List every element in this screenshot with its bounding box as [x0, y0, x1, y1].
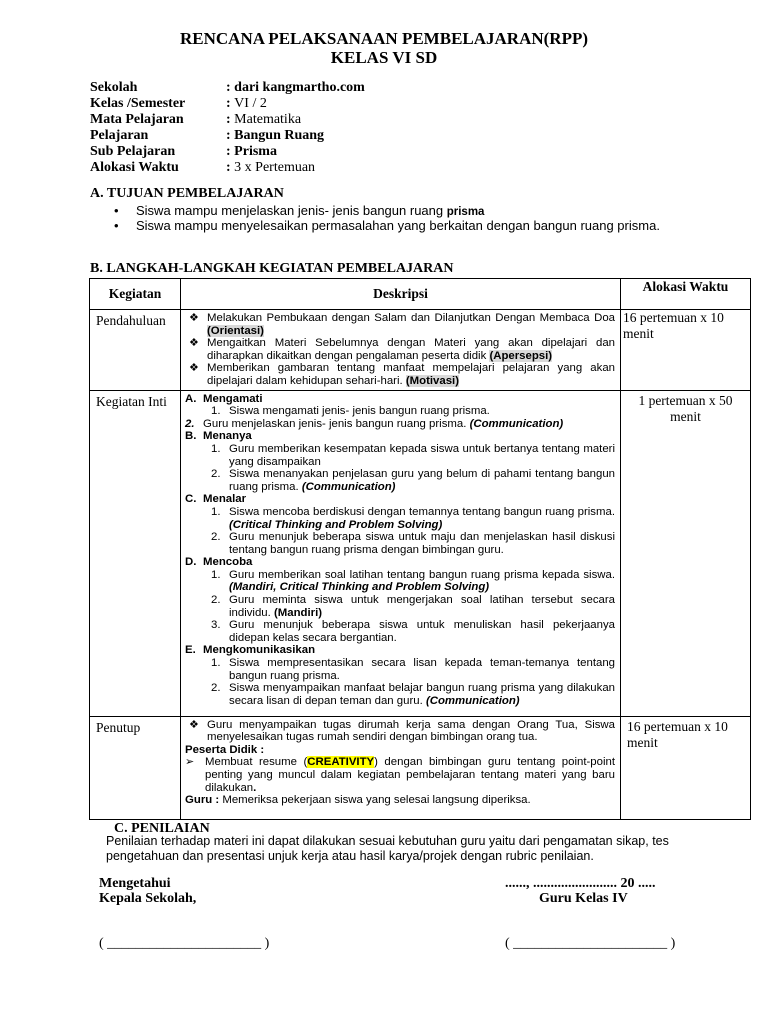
- kegiatan-pendahuluan: Pendahuluan: [90, 310, 181, 391]
- step-mencoba: Mencoba: [203, 556, 253, 569]
- info-row-alokasi: Alokasi Waktu : 3 x Pertemuan: [90, 160, 316, 175]
- signature-kepala-sekolah: Kepala Sekolah,: [99, 891, 197, 906]
- step-mengamati: Mengamati: [203, 392, 263, 405]
- info-row-sub-pelajaran: Sub Pelajaran : Prisma: [90, 144, 277, 159]
- objective-item: • Siswa mampu menyelesaikan permasalahan yang berkaitan dengan bangun ruang prisma.: [114, 218, 660, 233]
- signature-mengetahui: Mengetahui: [99, 876, 171, 891]
- kegiatan-inti: Kegiatan Inti: [90, 390, 181, 716]
- info-row-pelajaran: Pelajaran : Bangun Ruang: [90, 128, 325, 143]
- document-subtitle: KELAS VI SD: [330, 48, 438, 67]
- diamond-bullet-icon: ❖: [189, 312, 199, 324]
- bullet-icon: •: [114, 203, 119, 218]
- deskripsi-pendahuluan: ❖ Melakukan Pembukaan dengan Salam dan Dilanjutkan Dengan Membaca Doa (Orientasi) ❖ Mengaitkan Materi Sebelumnya dengan Materi yang akan dipelajari dan diharapkan dikaitkan dengan pengalaman peserta didik (Apersepsi) ❖ Memberikan gambaran tentang manfaat mempelajari pelajaran yang akan dipelajari dalam kehidupan sehari-hari. (Motivasi): [181, 310, 621, 391]
- diamond-bullet-icon: ❖: [189, 718, 199, 731]
- header-deskripsi: Deskripsi: [181, 279, 621, 310]
- signature-blank-left: ( ______________________ ): [99, 936, 270, 951]
- document-title: RENCANA PELAKSANAAN PEMBELAJARAN(RPP): [180, 29, 588, 48]
- deskripsi-penutup: ❖ Guru menyampaikan tugas dirumah kerja sama dengan Orang Tua, Siswa menyelesaikan tugas rumah sendiri dengan bimbingan orang tua. Peserta Didik : ➢ Membuat resume (CREATIVITY) dengan bimbingan guru tentang point-point penting yang muncul dalam kegiatan pembelajaran tentang materi yang baru dilakukan. Guru : Memeriksa pekerjaan siswa yang selesai langsung diperiksa.: [181, 716, 621, 819]
- kegiatan-penutup: Penutup: [90, 716, 181, 819]
- table-header-row: [90, 279, 751, 310]
- header-alokasi: Alokasi Waktu: [621, 279, 751, 310]
- deskripsi-inti: A. Mengamati 1. Siswa mengamati jenis- jenis bangun ruang prisma. 2. Guru menjelaskan jenis- jenis bangun ruang prisma. (Communication) B. Menanya 1. Guru memberikan kesempatan kepada siswa untuk bertanya tentang materi yang disampaikan 2. Siswa menanyakan penjelasan guru yang belum di pahami tentang bangun ruang prisma. (Communication) C. Menalar 1. Siswa mencoba berdiskusi dengan temannya tentang bangun ruang prisma. (Critical Thinking and Problem Solving) 2. Guru menunjuk beberapa siswa untuk maju dan menjelaskan hasil diskusi tentang bangun ruang prisma dengan bimbingan guru. D. Mencoba 1. Guru memberikan soal latihan tentang bangun ruang prisma kepada siswa. (Mandiri, Critical Thinking and Problem Solving) 2. Guru meminta siswa untuk mengerjakan soal latihan tersebut secara individu. (Mandiri) 3. Guru menunjuk beberapa siswa untuk menuliskan hasil pekerjaanya didepan kelas secara bergantian. E. Mengkomunikasikan 1. Siswa mempresentasikan secara lisan kepada teman-temanya tentang bangun ruang prisma. 2. Siswa menyampaikan manfaat belajar bangun ruang prisma yang dilakukan secara lisan di depan teman dan guru. (Communication): [181, 390, 621, 716]
- table-row-penutup: [90, 716, 751, 819]
- alokasi-penutup: 16 pertemuan x 10 menit: [621, 716, 751, 819]
- info-row-sekolah: Sekolah : dari kangmartho.com: [90, 80, 365, 95]
- section-a-heading: A. TUJUAN PEMBELAJARAN: [90, 186, 284, 201]
- diamond-bullet-icon: ❖: [189, 362, 199, 375]
- bullet-icon: •: [114, 218, 119, 233]
- table-row-inti: [90, 390, 751, 716]
- step-menalar: Menalar: [203, 493, 247, 506]
- info-row-mata-pelajaran: Mata Pelajaran : Matematika: [90, 112, 302, 127]
- section-b-heading: B. LANGKAH-LANGKAH KEGIATAN PEMBELAJARAN: [90, 261, 454, 276]
- table-row-pendahuluan: [90, 310, 751, 391]
- penilaian-text: Penilaian terhadap materi ini dapat dilakukan sesuai kebutuhan guru yaitu dari pengamatan sikap, tes pengetahuan dan presentasi unjuk kerja atau hasil karya/projek dengan rubric penilaian.: [106, 834, 669, 863]
- step-mengkomunikasikan: Mengkomunikasikan: [203, 644, 316, 657]
- arrow-bullet-icon: ➢: [185, 756, 195, 769]
- signature-guru-kelas: Guru Kelas IV: [539, 891, 628, 906]
- signature-blank-right: ( ______________________ ): [505, 936, 676, 951]
- step-menanya: Menanya: [203, 430, 252, 443]
- alokasi-inti: 1 pertemuan x 50 menit: [621, 390, 751, 716]
- signature-date: ......, ........................ 20 .....: [505, 876, 656, 891]
- section-c-heading: C. PENILAIAN: [114, 821, 210, 836]
- alokasi-pendahuluan: 16 pertemuan x 10 menit: [621, 310, 751, 391]
- activity-table: [89, 278, 751, 820]
- header-kegiatan: Kegiatan: [90, 279, 181, 310]
- diamond-bullet-icon: ❖: [189, 337, 199, 350]
- info-row-kelas: Kelas /Semester : VI / 2: [90, 96, 267, 111]
- identity-block: [90, 80, 365, 176]
- objective-item: • Siswa mampu menjelaskan jenis- jenis bangun ruang prisma: [114, 203, 485, 218]
